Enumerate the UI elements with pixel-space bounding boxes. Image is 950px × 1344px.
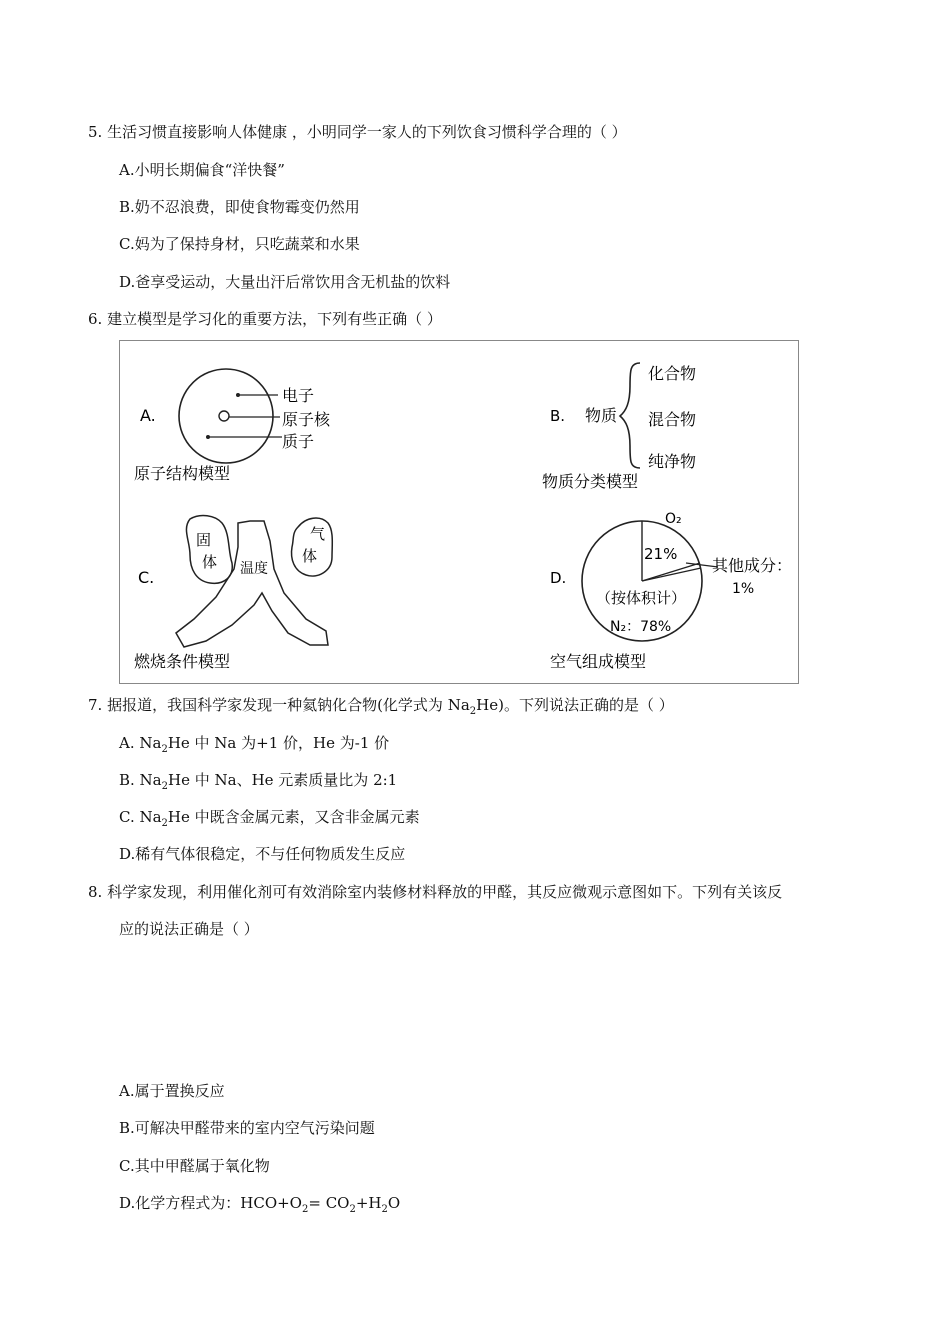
b-item-compound: 化合物 bbox=[648, 364, 697, 383]
q7-option-c: C. $Na_2He$ 中既含金属元素，又含非金属元素 bbox=[119, 808, 420, 829]
q5-stem: 5. 生活习惯直接影响人体健康 ，小明同学一家人的下列饮食习惯科学合理的（ ） bbox=[88, 123, 627, 141]
q8-option-a: A.属于置换反应 bbox=[119, 1082, 225, 1100]
b-item-mixture: 混合物 bbox=[648, 410, 697, 429]
c-solid-2: 体 bbox=[202, 553, 218, 571]
d-o2-percent: 21% bbox=[644, 545, 678, 563]
classification-brace bbox=[620, 363, 640, 468]
c-letter: C. bbox=[138, 568, 155, 587]
c-gas-1: 气 bbox=[310, 525, 326, 543]
b-item-pure: 纯净物 bbox=[648, 452, 697, 471]
c-gas-2: 体 bbox=[302, 547, 318, 565]
b-caption: 物质分类模型 bbox=[542, 472, 639, 491]
q8-option-c: C.其中甲醛属于氧化物 bbox=[119, 1157, 270, 1175]
model-figure bbox=[119, 340, 799, 684]
label-nucleus: 原子核 bbox=[282, 410, 331, 429]
q5-option-c: C.妈为了保持身材，只吃蔬菜和水果 bbox=[119, 235, 360, 253]
label-electron: 电子 bbox=[282, 386, 315, 405]
q7-option-d: D.稀有气体很稳定，不与任何物质发生反应 bbox=[119, 845, 406, 863]
b-letter: B. bbox=[550, 407, 566, 425]
q5-option-d: D.爸享受运动，大量出汗后常饮用含无机盐的饮料 bbox=[119, 273, 451, 291]
d-n2-label: N₂：78% bbox=[610, 619, 672, 635]
q8-option-b: B.可解决甲醛带来的室内空气污染问题 bbox=[119, 1119, 375, 1137]
q7-option-a: A. $Na_2He$ 中 Na 为+1 价，He 为-1 价 bbox=[119, 734, 390, 755]
d-other-percent: 1% bbox=[732, 581, 755, 597]
b-substance: 物质 bbox=[585, 406, 618, 425]
q5-option-a: A.小明长期偏食“洋快餐” bbox=[119, 161, 285, 179]
atom-outer-circle bbox=[179, 369, 273, 463]
d-other-label: 其他成分： bbox=[712, 556, 793, 575]
c-solid-1: 固 bbox=[196, 531, 212, 549]
d-o2-label: O₂ bbox=[665, 511, 682, 527]
model-figure-drawing bbox=[120, 341, 800, 685]
solid-blob bbox=[186, 516, 232, 584]
q6-stem: 6. 建立模型是学习化的重要方法，下列有些正确（ ） bbox=[88, 310, 442, 328]
label-proton: 质子 bbox=[282, 432, 315, 451]
pie-divider-other-2 bbox=[642, 568, 701, 581]
pie-divider-other-1 bbox=[642, 563, 700, 581]
a-caption: 原子结构模型 bbox=[134, 464, 231, 483]
q8-stem-line2: 应的说法正确是（ ） bbox=[119, 920, 259, 938]
q5-option-b: B.奶不忍浪费，即使食物霉变仍然用 bbox=[119, 198, 360, 216]
d-letter: D. bbox=[550, 569, 567, 587]
d-caption: 空气组成模型 bbox=[550, 652, 647, 671]
a-letter: A. bbox=[140, 406, 156, 425]
q8-stem-line1: 8. 科学家发现，利用催化剂可有效消除室内装修材料释放的甲醛，其反应微观示意图如下。下列有关该反 bbox=[88, 883, 783, 901]
c-temperature: 温度 bbox=[240, 561, 268, 577]
c-caption: 燃烧条件模型 bbox=[134, 652, 231, 671]
nucleus-circle bbox=[219, 411, 229, 421]
q7-stem: 7. 据报道，我国科学家发现一种氦钠化合物(化学式为 $Na_2He$)。下列说法正确的是（ ） bbox=[88, 696, 674, 717]
d-by-volume: （按体积计） bbox=[596, 589, 687, 607]
q7-option-b: B. $Na_2He$ 中 Na、He 元素质量比为 2:1 bbox=[119, 771, 398, 792]
q8-option-d: D.化学方程式为：$HCO+O_2= CO_2+H_2O$ bbox=[119, 1194, 401, 1215]
